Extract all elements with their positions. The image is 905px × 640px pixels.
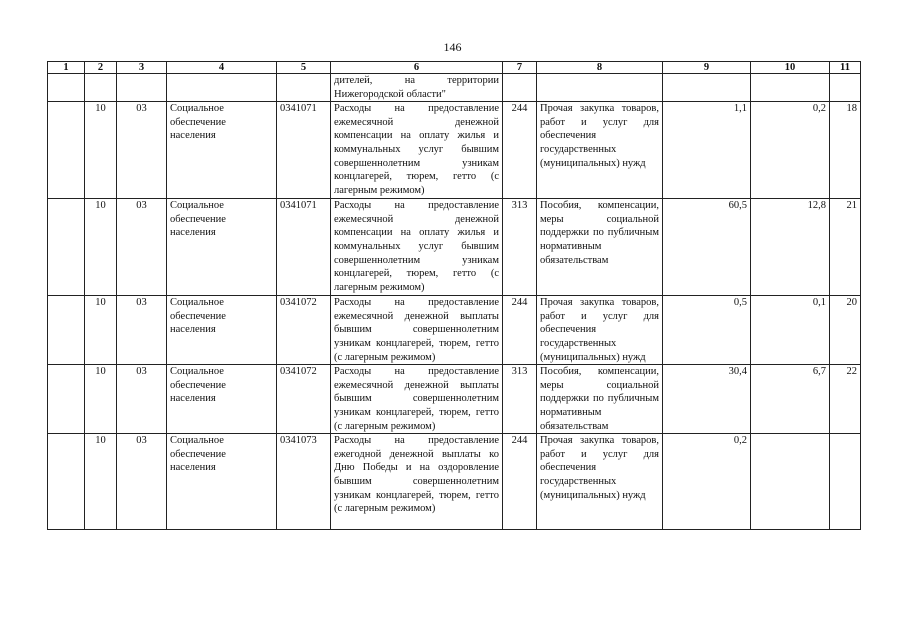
subsection-code: 03 [117, 296, 167, 365]
subsection-code: 03 [117, 102, 167, 199]
expense-type-name: Прочая закупка товаров, работ и услуг для обеспечения государственных (муниципальных) нужд [537, 296, 663, 365]
table-row [48, 434, 861, 530]
section-code: 10 [85, 296, 117, 365]
value-col-9: 30,4 [663, 365, 751, 434]
cell [48, 365, 85, 434]
value-col-9: 1,1 [663, 102, 751, 199]
cell [751, 74, 830, 102]
target-article-code: 0341071 [277, 102, 331, 199]
expense-type-name: Пособия, компенсации, меры социальной поддержки по публичным нормативным обязательствам [537, 365, 663, 434]
col-header: 8 [537, 62, 663, 74]
subsection-code: 03 [117, 365, 167, 434]
table-row [48, 199, 861, 296]
table-row [48, 296, 861, 365]
cell [503, 74, 537, 102]
value-col-9: 60,5 [663, 199, 751, 296]
value-col-11: 22 [830, 365, 861, 434]
col-header: 3 [117, 62, 167, 74]
expense-type-name: Прочая закупка товаров, работ и услуг для обеспечения государственных (муниципальных) нужд [537, 434, 663, 530]
cell [48, 102, 85, 199]
expense-type-code: 313 [503, 365, 537, 434]
subsection-code: 03 [117, 434, 167, 530]
expense-description: Расходы на предоставление ежегодной денежной выплаты ко Дню Победы и на оздоровление бывшим совершеннолетним узникам концлагерей, тюрем, гетто (с лагерным режимом) [331, 434, 503, 530]
expense-type-name: Прочая закупка товаров, работ и услуг для обеспечения государственных (муниципальных) нужд [537, 102, 663, 199]
expense-description: Расходы на предоставление ежемесячной денежной компенсации на оплату жилья и коммунальных услуг бывшим совершеннолетним узникам концлагерей, тюрем, гетто (с лагерным режимом) [331, 102, 503, 199]
col-header: 10 [751, 62, 830, 74]
expense-type-code: 313 [503, 199, 537, 296]
cell [663, 74, 751, 102]
target-article-code: 0341072 [277, 365, 331, 434]
value-col-11: 21 [830, 199, 861, 296]
target-article-code: 0341072 [277, 296, 331, 365]
col-header: 11 [830, 62, 861, 74]
table-row [48, 365, 861, 434]
section-code: 10 [85, 199, 117, 296]
col-header: 6 [331, 62, 503, 74]
value-col-10: 0,1 [751, 296, 830, 365]
cell [48, 199, 85, 296]
subsection-name: Социальное обеспечение населения [167, 102, 277, 199]
value-col-10 [751, 434, 830, 530]
cell [48, 74, 85, 102]
cell [537, 74, 663, 102]
section-code: 10 [85, 434, 117, 530]
cell [277, 74, 331, 102]
budget-table [47, 61, 861, 530]
subsection-name: Социальное обеспечение населения [167, 199, 277, 296]
cell [167, 74, 277, 102]
expense-description: Расходы на предоставление ежемесячной денежной выплаты бывшим совершеннолетним узникам концлагерей, тюрем, гетто (с лагерным режимом) [331, 296, 503, 365]
value-col-9: 0,2 [663, 434, 751, 530]
target-article-code: 0341071 [277, 199, 331, 296]
col-header: 4 [167, 62, 277, 74]
expense-description: Расходы на предоставление ежемесячной денежной выплаты бывшим совершеннолетним узникам концлагерей, тюрем, гетто (с лагерным режимом) [331, 365, 503, 434]
col-header: 9 [663, 62, 751, 74]
value-col-10: 0,2 [751, 102, 830, 199]
value-col-11: 20 [830, 296, 861, 365]
header-row [48, 62, 861, 74]
value-col-9: 0,5 [663, 296, 751, 365]
col-header: 1 [48, 62, 85, 74]
subsection-name: Социальное обеспечение населения [167, 365, 277, 434]
cell [48, 434, 85, 530]
expense-type-code: 244 [503, 102, 537, 199]
expense-type-code: 244 [503, 296, 537, 365]
section-code: 10 [85, 102, 117, 199]
table-row [48, 102, 861, 199]
subsection-name: Социальное обеспечение населения [167, 296, 277, 365]
value-col-10: 6,7 [751, 365, 830, 434]
col-header: 2 [85, 62, 117, 74]
subsection-code: 03 [117, 199, 167, 296]
target-article-code: 0341073 [277, 434, 331, 530]
continuation-row [48, 74, 861, 102]
value-col-11: 18 [830, 102, 861, 199]
section-code: 10 [85, 365, 117, 434]
col-header: 5 [277, 62, 331, 74]
value-col-10: 12,8 [751, 199, 830, 296]
expense-type-name: Пособия, компенсации, меры социальной поддержки по публичным нормативным обязательствам [537, 199, 663, 296]
page-number: 146 [443, 40, 462, 54]
value-col-11 [830, 434, 861, 530]
subsection-name: Социальное обеспечение населения [167, 434, 277, 530]
expense-type-code: 244 [503, 434, 537, 530]
cell [48, 296, 85, 365]
expense-description: Расходы на предоставление ежемесячной денежной компенсации на оплату жилья и коммунальных услуг бывшим совершеннолетним узникам концлагерей, тюрем, гетто (с лагерным режимом) [331, 199, 503, 296]
col-header: 7 [503, 62, 537, 74]
cell [830, 74, 861, 102]
cell [117, 74, 167, 102]
expense-description: дителей, на территории Нижегородской области" [331, 74, 503, 102]
cell [85, 74, 117, 102]
